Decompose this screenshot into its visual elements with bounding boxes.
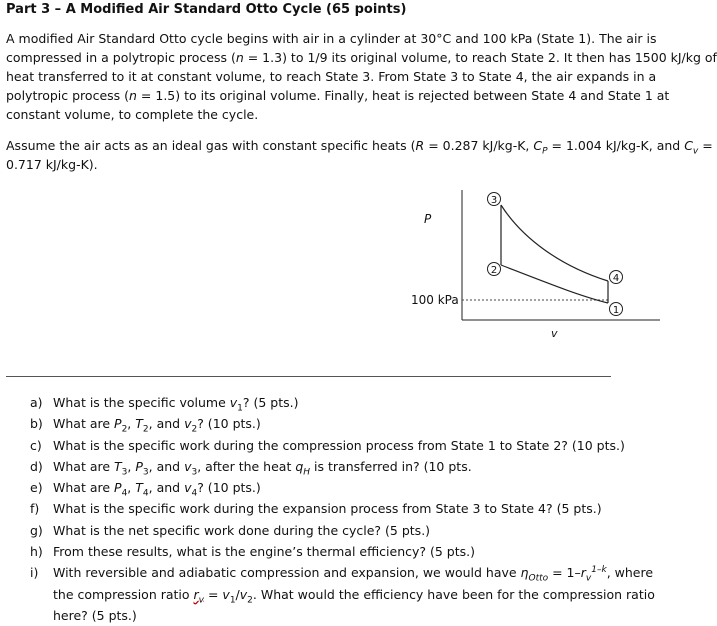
description-line: A modified Air Standard Otto cycle begins with air in a cylinder at 30°C and 100 kPa (State 1). The air is: [6, 31, 657, 46]
question-d: d) What are $T_3$, $P_3$, and $v_3$, after the heat $q_H$ is transferred in? (10 pts.: [30, 458, 472, 478]
assumption-line: Assume the air acts as an ideal gas with constant specific heats (R = 0.287 kJ/kg-K, $C_P = 1.004$ kJ/kg-K, and $C_v$ =: [6, 138, 713, 157]
p-axis-label: P: [424, 212, 432, 226]
svg-text:2: 2: [490, 265, 498, 276]
question-b: b) What are $P_2$, $T_2$, and $v_2$? (10 pts.): [30, 416, 261, 435]
expansion-curve: [501, 205, 608, 281]
description-line: polytropic process (n = 1.5) to its original volume. Finally, heat is rejected between State 4 and State 1 at: [6, 88, 670, 103]
assumption-paragraph: [6, 136, 713, 174]
state-2-marker: [488, 263, 501, 277]
question-c: c) What is the specific work during the compression process from State 1 to State 2? (10 pts.): [30, 437, 625, 453]
state-4-marker: [610, 271, 623, 285]
pv-diagram: [400, 188, 665, 348]
section-divider: [6, 376, 611, 377]
v-axis-label: v: [551, 327, 558, 340]
problem-description: [6, 29, 717, 124]
assumption-line: 0.717 kJ/kg-K).: [6, 157, 98, 172]
description-line: constant volume, to complete the cycle.: [6, 107, 259, 122]
state-1-marker: [610, 303, 623, 317]
compression-curve: [501, 265, 608, 303]
question-f: f) What is the specific work during the expansion process from State 3 to State 4? (5 pts.): [30, 501, 602, 517]
pressure-label: 100 kPa: [411, 293, 459, 307]
svg-text:1: 1: [612, 305, 620, 316]
state-3-marker: [488, 193, 501, 207]
svg-text:4: 4: [612, 273, 620, 284]
question-a: a) What is the specific volume $v_1$? (5 pts.): [30, 395, 299, 414]
page-title: Part 3 – A Modified Air Standard Otto Cycle (65 points): [6, 2, 407, 17]
question-i: i) With reversible and adiabatic compression and expansion, we would have $\eta_{Otto} = 1-r_v^{1-k}$, where the compression ratio $r_v = v_1/v_2$. What would the efficiency have been for the compression ratio here? (5 pts.): [30, 565, 655, 623]
svg-text:3: 3: [490, 195, 498, 206]
question-h: h) From these results, what is the engine’s thermal efficiency? (5 pts.): [30, 544, 476, 560]
question-list: [0, 392, 689, 626]
question-g: g) What is the net specific work done during the cycle? (5 pts.): [30, 522, 431, 538]
question-e: e) What are $P_4$, $T_4$, and $v_4$? (10 pts.): [30, 480, 261, 499]
description-line: compressed in a polytropic process (n = 1.3) to 1/9 its original volume, to reach State 2. It then has 1500 kJ/kg of: [6, 50, 717, 65]
description-line: heat transferred to it at constant volume, to reach State 3. From State 3 to State 4, the air expands in a: [6, 69, 657, 84]
